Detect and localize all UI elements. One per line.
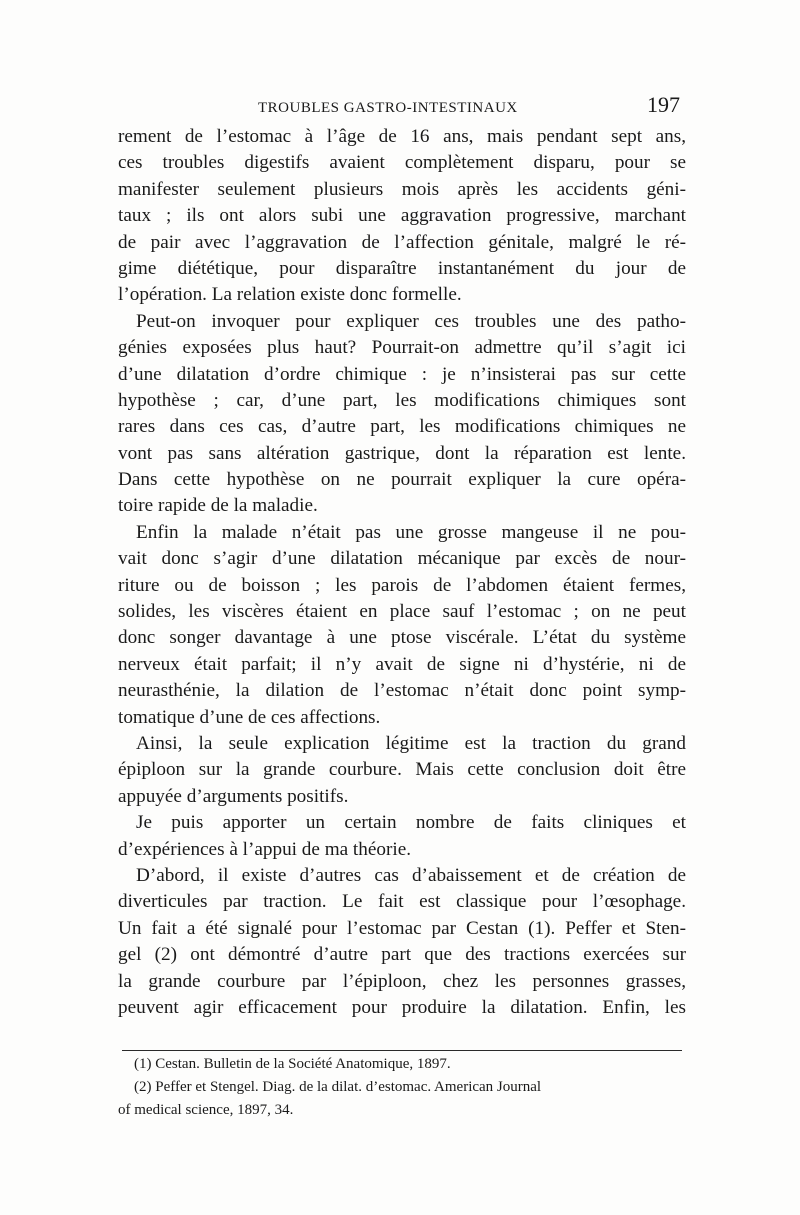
text-line: vont pas sans altération gastrique, dont la réparation est lente. bbox=[118, 442, 686, 464]
text-line: nerveux était parfait; il n’y avait de signe ni d’hystérie, ni de bbox=[118, 653, 686, 675]
text-line: tomatique d’une de ces affections. bbox=[118, 706, 381, 728]
text-line: peuvent agir efficacement pour produire la dilatation. Enfin, les bbox=[118, 996, 686, 1018]
running-title: TROUBLES GASTRO-INTESTINAUX bbox=[258, 100, 518, 116]
text-line: manifester seulement plusieurs mois après les accidents géni- bbox=[118, 178, 686, 200]
text-line: Dans cette hypothèse on ne pourrait expliquer la cure opéra- bbox=[118, 469, 686, 491]
text-line: rement de l’estomac à l’âge de 16 ans, mais pendant sept ans, bbox=[118, 126, 686, 147]
text-line: de pair avec l’aggravation de l’affection génitale, malgré le ré- bbox=[118, 231, 686, 253]
text-line: taux ; ils ont alors subi une aggravation progressive, marchant bbox=[118, 205, 686, 227]
text-line: Un fait a été signalé pour l’estomac par Cestan (1). Peffer et Sten- bbox=[118, 917, 686, 939]
text-line: Peut-on invoquer pour expliquer ces troubles une des patho- bbox=[136, 310, 686, 332]
footnote-line: (1) Cestan. Bulletin de la Société Anatomique, 1897. bbox=[134, 1056, 451, 1072]
text-line: gime diététique, pour disparaître instantanément du jour de bbox=[118, 257, 686, 279]
text-line: neurasthénie, la dilation de l’estomac n’était donc point symp- bbox=[118, 680, 686, 702]
page-header bbox=[118, 92, 686, 124]
text-line: l’opération. La relation existe donc formelle. bbox=[118, 284, 462, 306]
text-line: hypothèse ; car, d’une part, les modifications chimiques sont bbox=[118, 389, 686, 411]
text-line: ces troubles digestifs avaient complètement disparu, pour se bbox=[118, 152, 686, 174]
text-line: donc songer davantage à une ptose viscérale. L’état du système bbox=[118, 627, 686, 649]
footnote-line: of medical science, 1897, 34. bbox=[118, 1102, 294, 1118]
text-line: Je puis apporter un certain nombre de faits cliniques et bbox=[136, 812, 686, 834]
text-line: la grande courbure par l’épiploon, chez les personnes grasses, bbox=[118, 970, 686, 992]
footnotes bbox=[118, 1053, 686, 1122]
text-line: riture ou de boisson ; les parois de l’abdomen étaient fermes, bbox=[118, 574, 686, 596]
page-number: 197 bbox=[647, 92, 680, 117]
footnote-rule bbox=[122, 1050, 682, 1051]
text-line: d’une dilatation d’ordre chimique : je n’insisterai pas sur cette bbox=[118, 363, 686, 385]
text-line: rares dans ces cas, d’autre part, les modifications chimiques ne bbox=[118, 416, 686, 438]
text-line: Ainsi, la seule explication légitime est la traction du grand bbox=[136, 732, 686, 754]
footnote-line: (2) Peffer et Stengel. Diag. de la dilat. d’estomac. American Journal bbox=[134, 1079, 542, 1095]
text-line: appuyée d’arguments positifs. bbox=[118, 785, 349, 807]
text-line: D’abord, il existe d’autres cas d’abaissement et de création de bbox=[136, 864, 686, 886]
text-line: diverticules par traction. Le fait est classique pour l’œsophage. bbox=[118, 891, 686, 913]
text-line: Enfin la malade n’était pas une grosse mangeuse il ne pou- bbox=[136, 521, 686, 543]
text-line: épiploon sur la grande courbure. Mais cette conclusion doit être bbox=[118, 759, 686, 781]
body-text bbox=[118, 124, 686, 1021]
text-line: génies exposées plus haut? Pourrait-on admettre qu’il s’agit ici bbox=[118, 337, 686, 359]
text-line: toire rapide de la maladie. bbox=[118, 495, 318, 517]
text-line: solides, les viscères étaient en place sauf l’estomac ; on ne peut bbox=[118, 601, 686, 623]
text-line: vait donc s’agir d’une dilatation mécanique par excès de nour- bbox=[118, 548, 686, 570]
text-line: gel (2) ont démontré d’autre part que des tractions exercées sur bbox=[118, 944, 686, 966]
text-line: d’expériences à l’appui de ma théorie. bbox=[118, 838, 412, 860]
